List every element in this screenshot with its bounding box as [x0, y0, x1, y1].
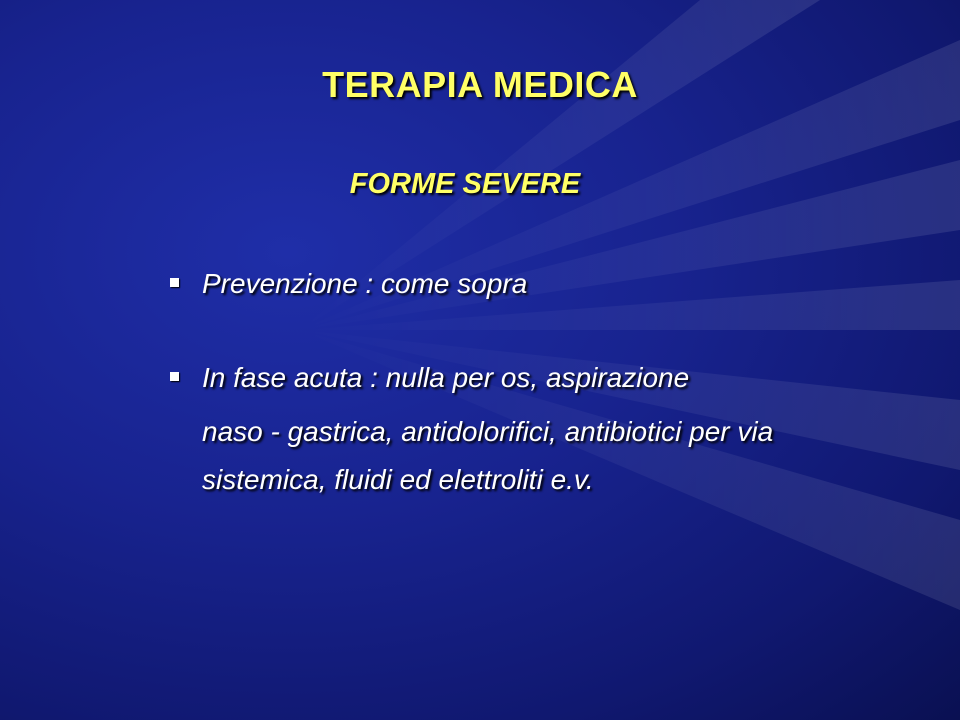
bullet-item-prevention [166, 262, 906, 306]
bullet-list [166, 262, 906, 504]
bullet-text: In fase acuta : nulla per os, aspirazione [202, 362, 690, 393]
continuation-line: sistemica, fluidi ed elettroliti e.v. [202, 464, 594, 495]
continuation-line: naso - gastrica, antidolorifici, antibiotici per via [202, 416, 774, 447]
square-bullet-icon [170, 278, 179, 287]
slide-title: TERAPIA MEDICA [322, 64, 638, 105]
bullet-continuation [166, 408, 906, 504]
square-bullet-icon [170, 372, 179, 381]
bullet-item-acute-phase [166, 356, 906, 400]
slide-subtitle: FORME SEVERE [349, 168, 581, 200]
bullet-text: Prevenzione : come sopra [202, 268, 528, 299]
